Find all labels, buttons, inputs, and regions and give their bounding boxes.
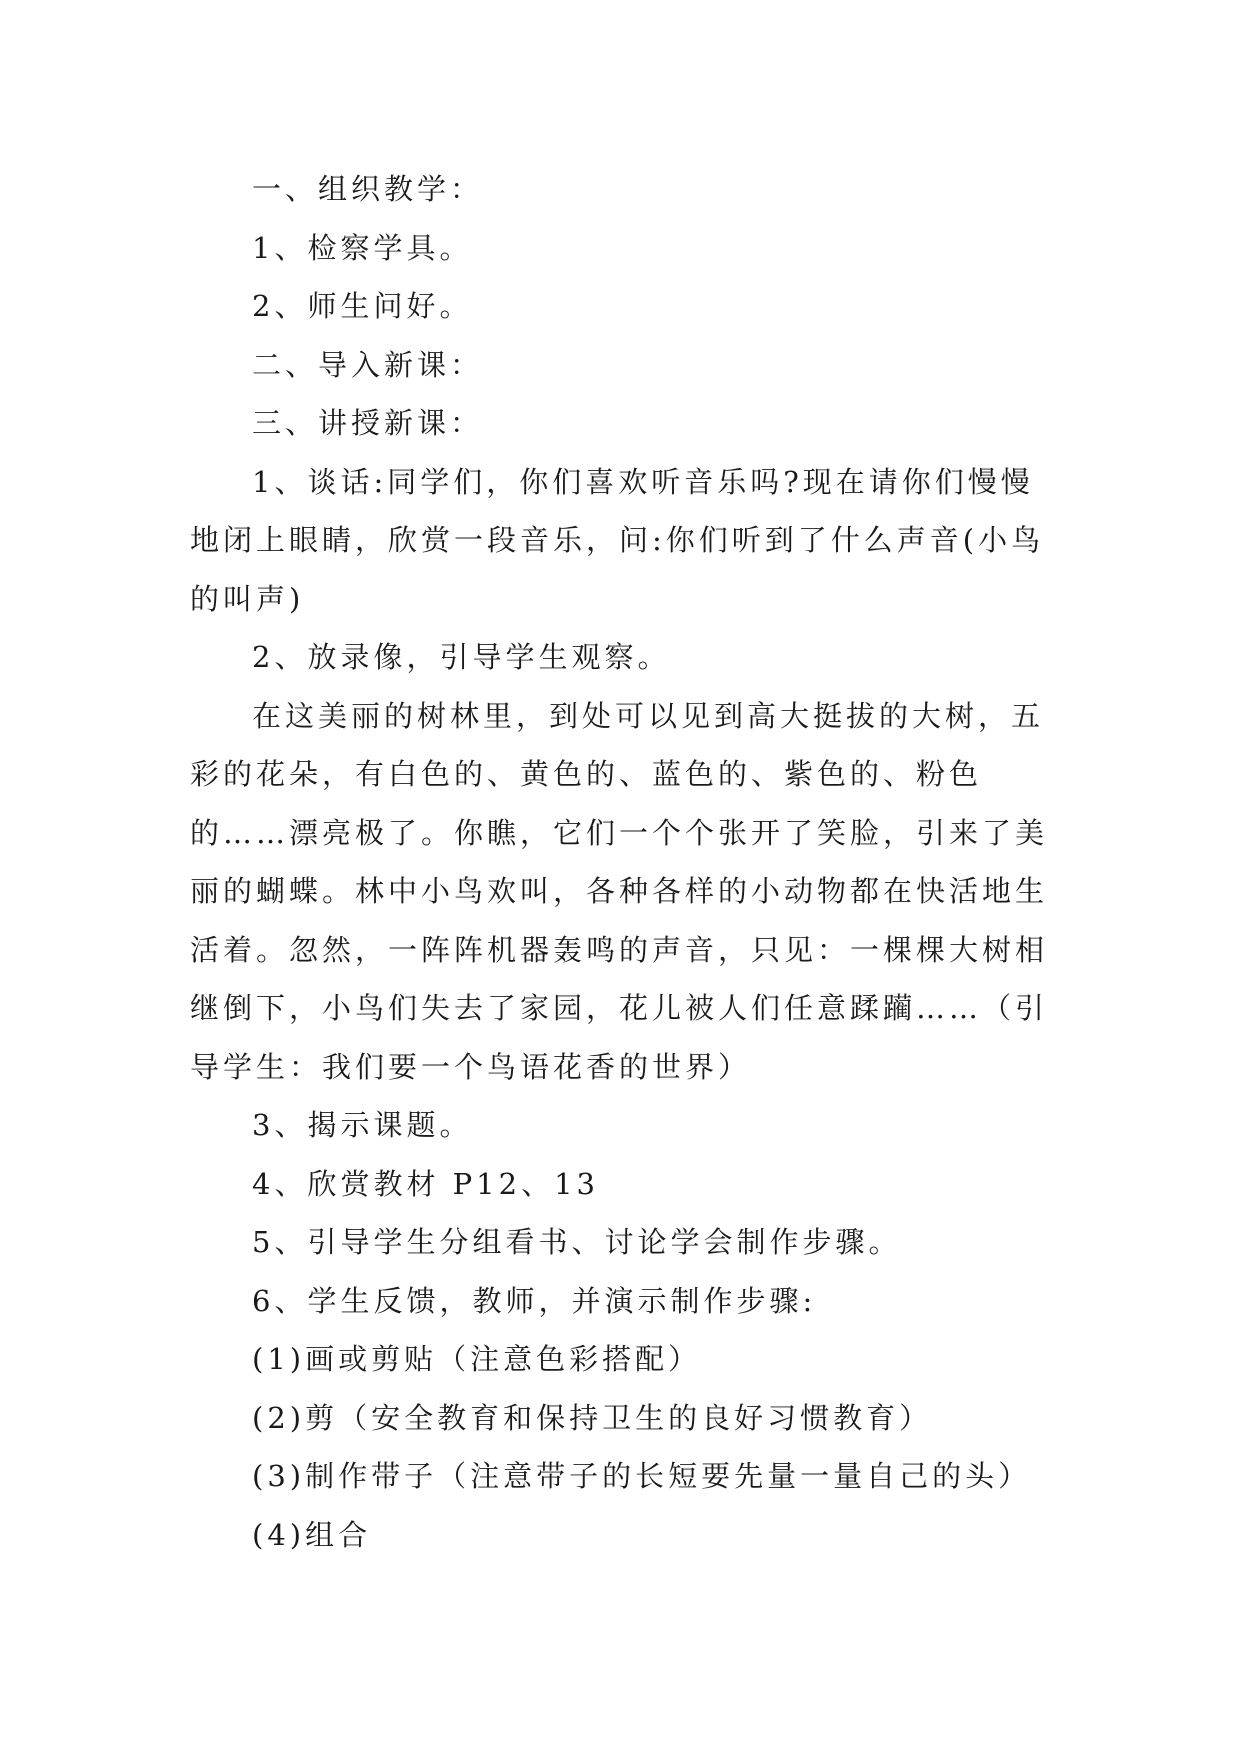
step-group-discussion: 5、引导学生分组看书、讨论学会制作步骤。 [252, 1225, 902, 1259]
substep-make-band: (3)制作带子（注意带子的长短要先量一量自己的头） [252, 1459, 1032, 1493]
substep-draw-or-paste: (1)画或剪贴（注意色彩搭配） [252, 1342, 702, 1376]
step-reveal-topic: 3、揭示课题。 [252, 1108, 473, 1142]
heading-teach-lesson: 三、讲授新课： [252, 406, 484, 440]
step-feedback-demo: 6、学生反馈，教师，并演示制作步骤: [252, 1283, 817, 1318]
step-check-supplies: 1、检察学具。 [252, 230, 473, 265]
substep-cut: (2)剪（安全教育和保持卫生的良好习惯教育） [252, 1400, 933, 1435]
substep-assemble: (4)组合 [252, 1517, 372, 1552]
document-body [190, 160, 1060, 1564]
step-conversation: 1、谈话:同学们，你们喜欢听音乐吗?现在请你们慢慢地闭上眼睛，欣赏一段音乐，问:你们听到了什么声音(小鸟的叫声) [190, 464, 1045, 616]
heading-organize-teaching: 一、组织教学： [252, 172, 484, 206]
step-play-video: 2、放录像，引导学生观察。 [252, 640, 671, 674]
story-paragraph: 在这美丽的树林里，到处可以见到高大挺拔的大树，五彩的花朵，有白色的、黄色的、蓝色的、紫色的、粉色的……漂亮极了。你瞧，它们一个个张开了笑脸，引来了美丽的蝴蝶。林中小鸟欢叫，各种各样的小动物都在快活地生活着。忽然，一阵阵机器轰鸣的声音，只见：一棵棵大树相继倒下，小鸟们失去了家园，花儿被人们任意蹂躏……（引导学生：我们要一个鸟语花香的世界） [190, 698, 1049, 1084]
step-greeting: 2、师生问好。 [252, 289, 473, 323]
heading-introduce-lesson: 二、导入新课： [252, 347, 484, 382]
step-appreciate-textbook: 4、欣赏教材 P12、13 [252, 1166, 599, 1201]
